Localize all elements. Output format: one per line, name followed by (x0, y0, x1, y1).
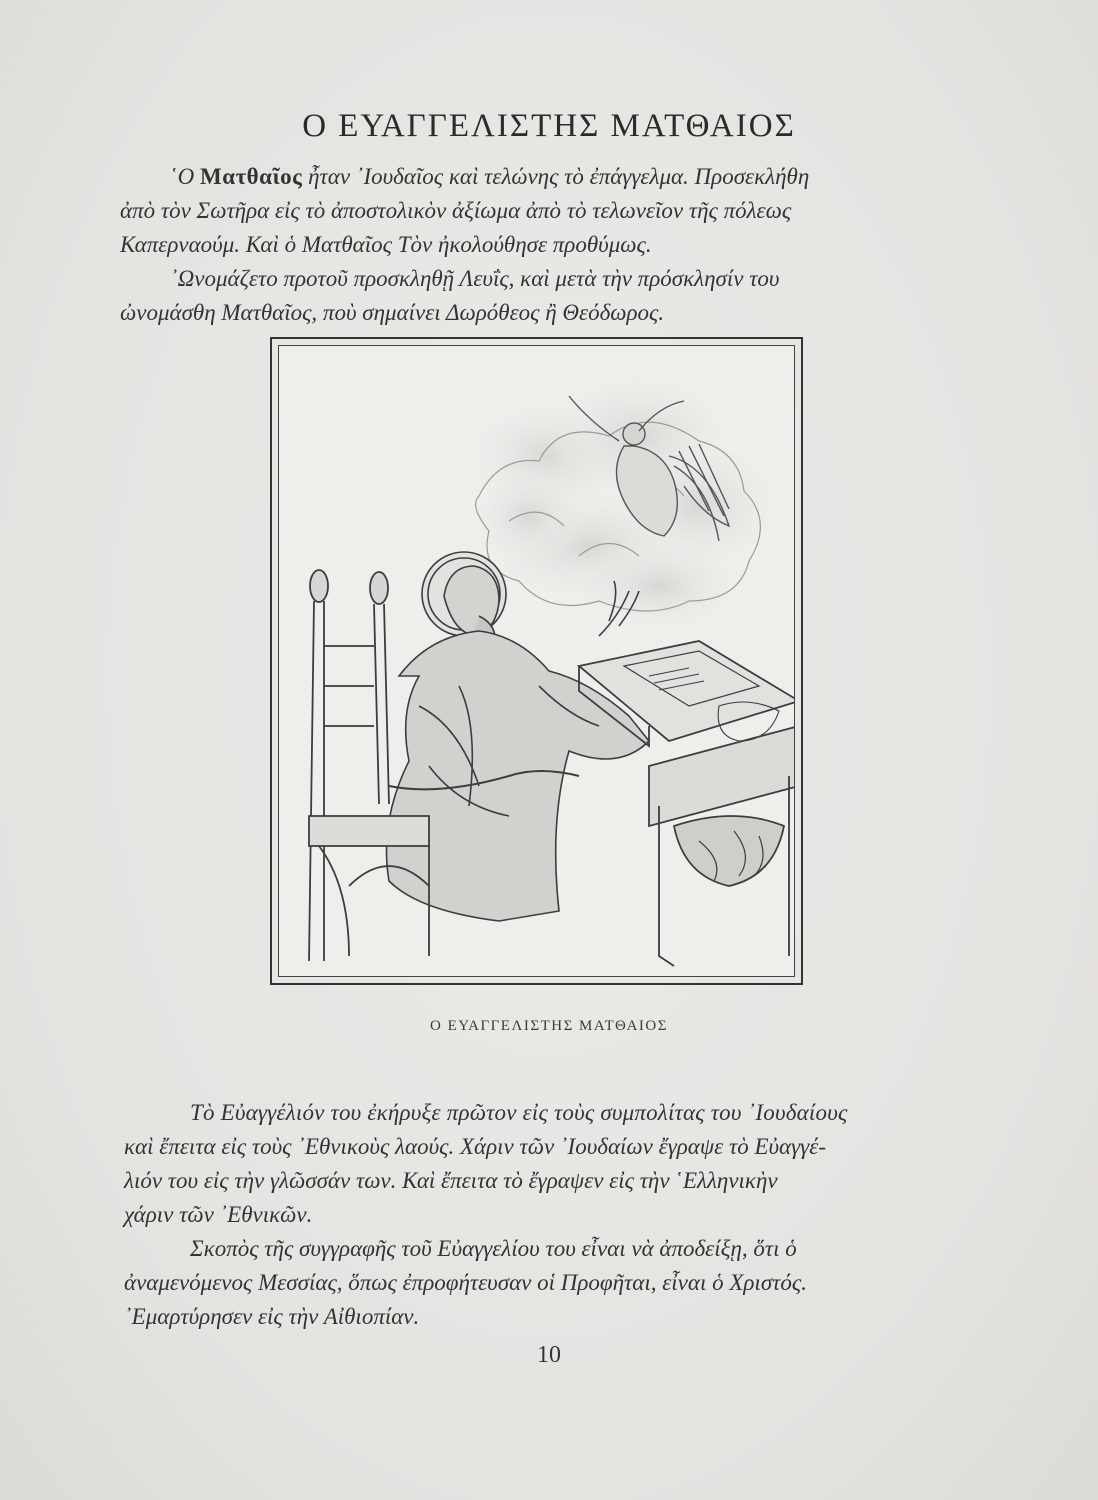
evangelist-illustration (279, 346, 795, 977)
body-line-3: λιόν του εἰς τὴν γλῶσσάν των. Καὶ ἔπειτα τὸ ἔγραψεν εἰς τὴν ῾Ελληνικὴν (124, 1168, 778, 1193)
body-line-7: ᾿Εμαρτύρησεν εἰς τὴν Αἰθιοπίαν. (124, 1304, 420, 1329)
intro-line-5: ὠνομάσθη Ματθαῖος, ποὺ σημαίνει Δωρόθεος ἢ Θεόδωρος. (120, 300, 665, 325)
illustration-frame (270, 337, 803, 985)
intro-paragraph (120, 160, 1000, 330)
intro-line-1 (120, 160, 1000, 194)
body-paragraph-2 (124, 1232, 1004, 1334)
intro-line-3: Καπερναούμ. Καὶ ὁ Ματθαῖος Τὸν ἠκολούθησε προθύμως. (120, 232, 652, 257)
illustration (278, 345, 795, 977)
page-title: Ο ΕΥΑΓΓΕΛΙΣΤΗΣ ΜΑΤΘΑΙΟΣ (302, 108, 796, 144)
body-paragraph-1 (124, 1096, 1004, 1232)
matthew-name: Ματθαῖος (200, 164, 303, 189)
body-line-5: Σκοπὸς τῆς συγγραφῆς τοῦ Εὐαγγελίου του εἶναι νὰ ἀποδείξῃ, ὅτι ὁ (190, 1236, 797, 1261)
body-line-1: Τὸ Εὐαγγέλιόν του ἐκήρυξε πρῶτον εἰς τοὺς συμπολίτας του ᾿Ιουδαίους (190, 1100, 848, 1125)
body-line-6: ἀναμενόμενος Μεσσίας, ὅπως ἐπροφήτευσαν οἱ Προφῆται, εἶναι ὁ Χριστός. (124, 1270, 807, 1295)
page-number: 10 (537, 1342, 561, 1368)
intro-line-2: ἀπὸ τὸν Σωτῆρα εἰς τὸ ἀποστολικὸν ἀξίωμα ἀπὸ τὸ τελωνεῖον τῆς πόλεως (120, 198, 792, 223)
body-line-2: καὶ ἔπειτα εἰς τοὺς ᾿Εθνικοὺς λαούς. Χάριν τῶν ᾿Ιουδαίων ἔγραψε τὸ Εὐαγγέ- (124, 1134, 826, 1159)
intro-line-1-start: ῾Ο (170, 164, 201, 189)
intro-line-4: ᾿Ωνομάζετο προτοῦ προσκληθῇ Λευΐς, καὶ μετὰ τὴν πρόσκλησίν του (170, 266, 780, 291)
illustration-caption: Ο ΕΥΑΓΓΕΛΙΣΤΗΣ ΜΑΤΘΑΙΟΣ (430, 1018, 668, 1034)
intro-line-1-rest: ἦταν ᾿Ιουδαῖος καὶ τελώνης τὸ ἐπάγγελμα. Προσεκλήθη (302, 164, 810, 189)
body-line-4: χάριν τῶν ᾿Εθνικῶν. (124, 1202, 313, 1227)
writing-desk (579, 641, 795, 966)
